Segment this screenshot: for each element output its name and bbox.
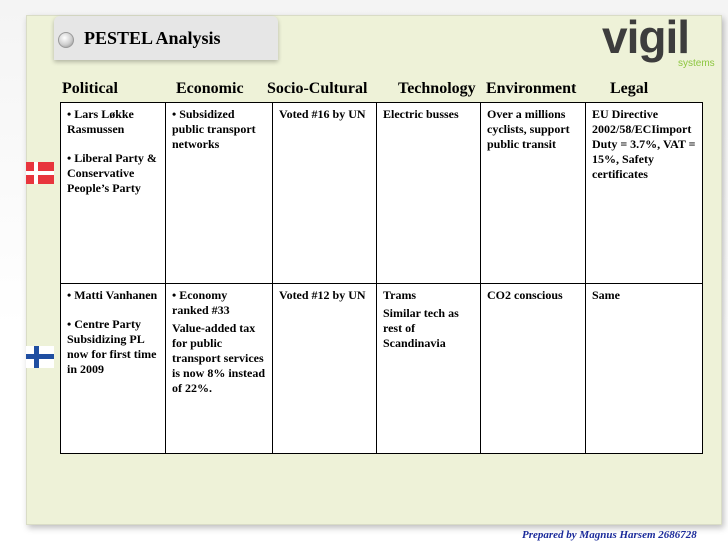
header-legal: Legal	[610, 80, 649, 97]
cell-text: • Subsidized public transport networks	[172, 107, 256, 151]
cell-technology	[377, 103, 481, 284]
cell-text: Value-added tax for public transport services is now 8% instead of 22%.	[172, 321, 266, 395]
cell-text: Voted #16 by UN	[279, 107, 366, 121]
title-bullet-icon	[58, 32, 74, 48]
cell-text: Electric busses	[383, 107, 459, 121]
cell-economic	[166, 284, 273, 454]
cell-text: • Centre Party	[67, 317, 141, 331]
cell-text: Voted #12 by UN	[279, 288, 366, 302]
flag-cross-horizontal	[26, 171, 54, 175]
slide-title: PESTEL Analysis	[84, 28, 221, 48]
header-economic: Economic	[176, 80, 244, 97]
cell-political	[61, 284, 166, 454]
cell-text: Similar tech as rest of Scandinavia	[383, 306, 459, 350]
denmark-flag-icon	[26, 162, 54, 184]
header-environment: Environment	[486, 80, 577, 97]
cell-text: • Lars Løkke Rasmussen	[67, 107, 134, 136]
cell-text: EU Directive 2002/58/ECIimport Duty = 3.7%, VAT = 15%, Safety certificates	[592, 107, 696, 181]
cell-technology	[377, 284, 481, 454]
flag-cross-horizontal	[26, 354, 54, 359]
cell-legal	[586, 284, 703, 454]
cell-environment	[481, 103, 586, 284]
cell-text: • Matti Vanhanen	[67, 288, 158, 302]
table-row-denmark	[61, 103, 703, 284]
cell-text: • Economy ranked #33	[172, 288, 230, 317]
pestel-table	[60, 102, 703, 454]
cell-environment	[481, 284, 586, 454]
footer-credit: Prepared by Magnus Harsem 2686728	[522, 529, 697, 541]
column-headers	[62, 80, 702, 100]
cell-text: Over a millions cyclists, support public transit	[487, 107, 570, 151]
cell-socio-cultural	[273, 103, 377, 284]
cell-spacer	[67, 137, 159, 151]
logo-subtitle: systems	[678, 58, 715, 69]
vigil-logo	[600, 11, 720, 69]
cell-spacer	[67, 303, 159, 317]
cell-socio-cultural	[273, 284, 377, 454]
finland-flag-icon	[26, 346, 54, 368]
header-political: Political	[62, 80, 118, 97]
cell-text: Trams	[383, 288, 417, 302]
header-technology: Technology	[398, 80, 476, 97]
cell-legal	[586, 103, 703, 284]
logo-word: vigil	[602, 11, 690, 63]
cell-text: Same	[592, 288, 620, 302]
cell-economic	[166, 103, 273, 284]
cell-text: • Liberal Party & Conservative People’s Party	[67, 151, 157, 195]
cell-text: CO2 conscious	[487, 288, 563, 302]
cell-political	[61, 103, 166, 284]
header-socio-cultural: Socio-Cultural	[267, 80, 368, 97]
table-row-finland	[61, 284, 703, 454]
cell-text: Subsidizing PL now for first time in 2009	[67, 332, 157, 376]
